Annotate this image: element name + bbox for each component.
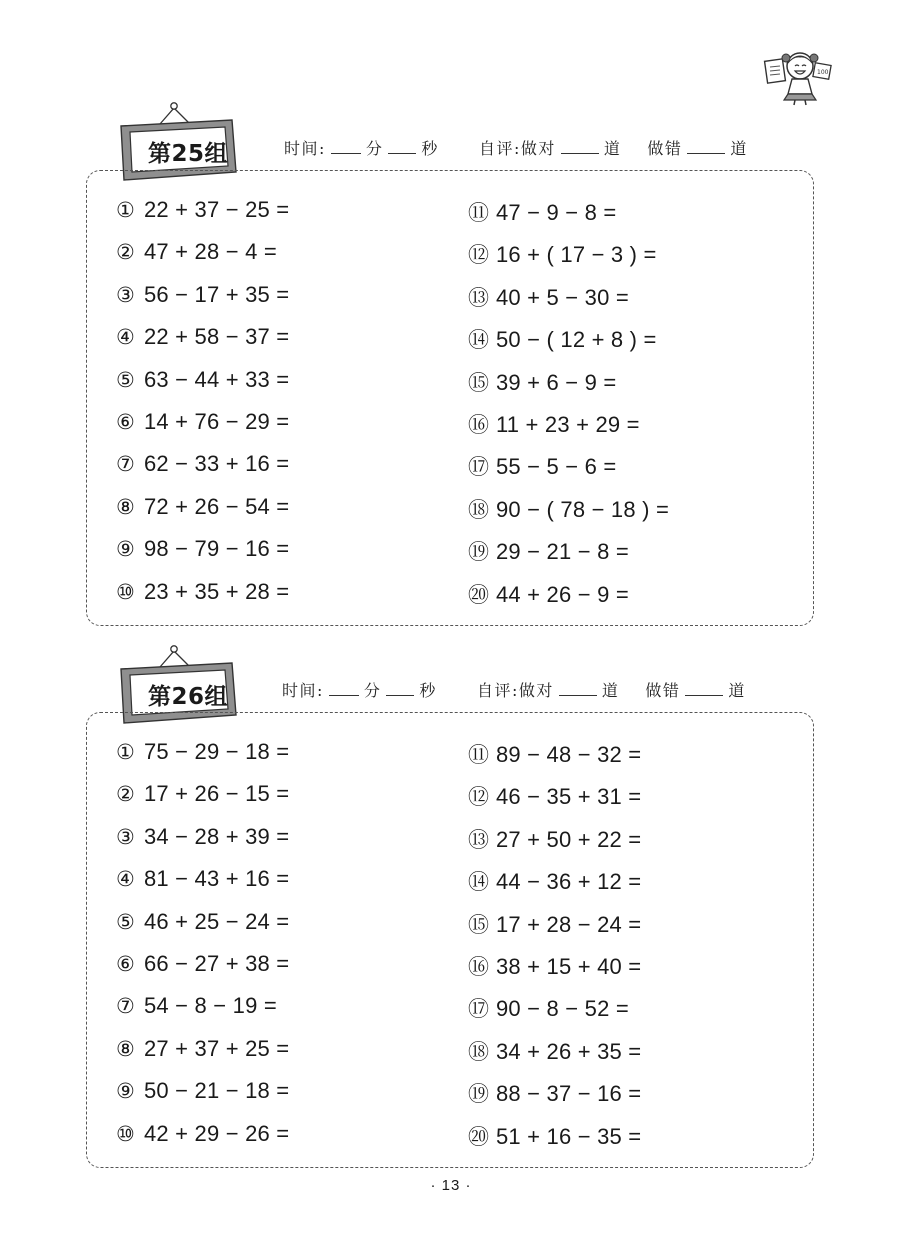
problem-number: ⑳	[468, 1124, 490, 1149]
problem-item	[116, 409, 289, 435]
problem-item	[116, 993, 277, 1019]
problem-number: ⑱	[468, 1039, 490, 1064]
problem-expression: 22 + 58 − 37 =	[144, 324, 290, 350]
problem-item	[468, 409, 640, 439]
page-number: · 13 ·	[430, 1177, 472, 1194]
wrong-count-blank[interactable]	[687, 139, 725, 154]
problem-item	[116, 781, 289, 807]
problem-number: ④	[116, 325, 136, 350]
problem-expression: 40 + 5 − 30 =	[496, 284, 629, 310]
problem-number: ⑩	[116, 579, 136, 604]
problem-expression: 38 + 15 + 40 =	[496, 954, 642, 979]
problem-item	[116, 909, 289, 935]
problem-expression: 56 − 17 + 35 =	[144, 281, 290, 307]
problem-number: ④	[116, 867, 136, 892]
problem-number: ⑪	[468, 201, 490, 225]
problem-expression: 66 − 27 + 38 =	[144, 951, 290, 976]
wrong-unit: 道	[728, 681, 746, 700]
problem-number: ⑤	[116, 367, 136, 392]
problem-item	[468, 781, 641, 811]
problem-expression: 51 + 16 − 35 =	[496, 1123, 642, 1149]
problem-expression: 46 − 35 + 31 =	[496, 784, 642, 810]
problem-number: ⑥	[116, 410, 136, 434]
seconds-label: 秒	[421, 139, 439, 158]
problem-item	[116, 197, 289, 223]
problem-item	[468, 239, 657, 269]
problem-number: ⑦	[116, 994, 136, 1019]
problem-item	[116, 1121, 289, 1147]
problem-number: ⑲	[468, 540, 490, 565]
problem-expression: 39 + 6 − 9 =	[496, 369, 617, 395]
problem-item	[116, 1036, 289, 1062]
problem-item	[468, 909, 641, 939]
problem-item	[116, 367, 289, 393]
problem-number: ⑩	[116, 1121, 136, 1146]
problem-item	[116, 1078, 289, 1104]
correct-unit: 道	[603, 139, 622, 158]
problem-number: ⑦	[116, 452, 136, 477]
minutes-label: 分	[363, 681, 382, 700]
problem-number: ⑮	[468, 912, 490, 937]
problem-expression: 44 + 26 − 9 =	[496, 581, 629, 607]
problem-expression: 98 − 79 − 16 =	[144, 536, 290, 562]
problem-item	[468, 536, 629, 566]
problem-number: ⑨	[116, 1079, 136, 1104]
wrong-unit: 道	[730, 139, 748, 158]
time-label: 时间:	[282, 681, 324, 700]
problem-number: ⑯	[468, 413, 490, 437]
problem-number: ⑰	[468, 997, 490, 1022]
problem-expression: 27 + 37 + 25 =	[144, 1035, 290, 1061]
group-title: 第25组	[147, 141, 228, 167]
problem-number: ⑮	[468, 370, 490, 395]
problem-item	[468, 494, 669, 524]
problem-expression: 47 − 9 − 8 =	[496, 200, 617, 225]
problem-expression: 89 − 48 − 32 =	[496, 742, 642, 767]
problem-expression: 55 − 5 − 6 =	[496, 454, 617, 480]
self-eval-label: 自评:做对	[476, 681, 554, 700]
problem-expression: 50 − ( 12 + 8 ) =	[496, 327, 657, 353]
seconds-label: 秒	[419, 681, 437, 700]
problem-item	[468, 866, 641, 896]
problem-item	[116, 239, 277, 265]
minutes-blank[interactable]	[329, 681, 359, 696]
problem-item	[116, 451, 289, 477]
problem-number: ⑤	[116, 909, 136, 934]
problem-item	[116, 739, 289, 765]
problem-number: ⑥	[116, 952, 136, 976]
problem-item	[116, 324, 289, 350]
problem-number: ⑧	[116, 1036, 136, 1061]
group-title: 第26组	[147, 684, 228, 710]
correct-count-blank[interactable]	[561, 139, 599, 154]
problem-expression: 46 + 25 − 24 =	[144, 908, 290, 934]
problem-item	[468, 951, 641, 981]
problem-item	[116, 866, 289, 892]
problem-item	[116, 579, 289, 605]
svg-text:100: 100	[817, 69, 829, 76]
problem-number: ③	[116, 282, 136, 307]
problem-expression: 22 + 37 − 25 =	[144, 197, 290, 222]
problem-expression: 17 + 26 − 15 =	[144, 781, 290, 807]
problem-expression: 88 − 37 − 16 =	[496, 1081, 642, 1107]
problem-item	[468, 451, 616, 481]
problem-expression: 54 − 8 − 19 =	[144, 993, 277, 1019]
problem-number: ⑧	[116, 494, 136, 519]
problem-expression: 23 + 35 + 28 =	[144, 578, 290, 604]
problem-number: ⑭	[468, 870, 490, 895]
problem-number: ⑲	[468, 1082, 490, 1107]
problem-number: ⑫	[468, 785, 490, 810]
correct-count-blank[interactable]	[559, 681, 597, 696]
problem-number: ③	[116, 824, 136, 849]
problem-expression: 44 − 36 + 12 =	[496, 869, 642, 895]
wrong-label: 做错	[647, 139, 683, 158]
problem-expression: 62 − 33 + 16 =	[144, 451, 290, 477]
problem-item	[468, 993, 629, 1023]
wrong-count-blank[interactable]	[685, 681, 723, 696]
problem-item	[468, 1078, 641, 1108]
problem-expression: 11 + 23 + 29 =	[496, 412, 640, 437]
minutes-blank[interactable]	[331, 139, 361, 154]
problem-expression: 50 − 21 − 18 =	[144, 1078, 290, 1104]
problem-number: ⑯	[468, 955, 490, 979]
problem-item	[116, 536, 289, 562]
problem-expression: 17 + 28 − 24 =	[496, 911, 642, 937]
problem-number: ⑬	[468, 827, 490, 852]
problem-number: ⑪	[468, 743, 490, 767]
problem-expression: 34 − 28 + 39 =	[144, 823, 290, 849]
time-and-self-eval-line	[284, 136, 748, 159]
problem-item	[468, 579, 629, 609]
problem-item	[468, 1036, 641, 1066]
problem-expression: 14 + 76 − 29 =	[144, 409, 290, 434]
problem-number: ①	[116, 740, 136, 764]
problem-expression: 34 + 26 + 35 =	[496, 1038, 642, 1064]
problem-number: ⑬	[468, 285, 490, 310]
seconds-blank[interactable]	[388, 139, 416, 154]
problem-number: ⑭	[468, 328, 490, 353]
girl-holding-paper-icon	[762, 44, 834, 106]
problem-item	[116, 282, 289, 308]
minutes-label: 分	[365, 139, 384, 158]
problem-number: ⑫	[468, 243, 490, 268]
problem-number: ⑱	[468, 497, 490, 522]
problem-item	[116, 951, 289, 977]
problem-expression: 42 + 29 − 26 =	[144, 1120, 290, 1146]
time-label: 时间:	[284, 139, 326, 158]
problem-item	[468, 824, 641, 854]
problem-expression: 16 + ( 17 − 3 ) =	[496, 242, 657, 268]
problem-expression: 90 − 8 − 52 =	[496, 996, 629, 1022]
problem-item	[468, 739, 641, 769]
problem-item	[468, 367, 616, 397]
problem-expression: 72 + 26 − 54 =	[144, 493, 290, 519]
seconds-blank[interactable]	[386, 681, 414, 696]
problem-number: ⑳	[468, 582, 490, 607]
wrong-label: 做错	[645, 681, 681, 700]
problem-item	[468, 197, 616, 227]
problem-number: ①	[116, 198, 136, 222]
time-and-self-eval-line	[282, 678, 746, 701]
problem-item	[116, 824, 289, 850]
problem-expression: 47 + 28 − 4 =	[144, 239, 277, 265]
problem-item	[468, 324, 657, 354]
problem-number: ⑨	[116, 537, 136, 562]
self-eval-label: 自评:做对	[478, 139, 556, 158]
problem-number: ⑰	[468, 455, 490, 480]
problem-expression: 81 − 43 + 16 =	[144, 866, 290, 892]
problem-expression: 75 − 29 − 18 =	[144, 739, 290, 764]
problem-item	[468, 282, 629, 312]
problem-item	[116, 494, 289, 520]
correct-unit: 道	[601, 681, 620, 700]
problem-expression: 63 − 44 + 33 =	[144, 366, 290, 392]
problem-item	[468, 1121, 641, 1151]
problem-expression: 27 + 50 + 22 =	[496, 826, 642, 852]
problem-number: ②	[116, 240, 136, 265]
problem-number: ②	[116, 782, 136, 807]
problem-expression: 29 − 21 − 8 =	[496, 539, 629, 565]
problem-expression: 90 − ( 78 − 18 ) =	[496, 496, 669, 522]
